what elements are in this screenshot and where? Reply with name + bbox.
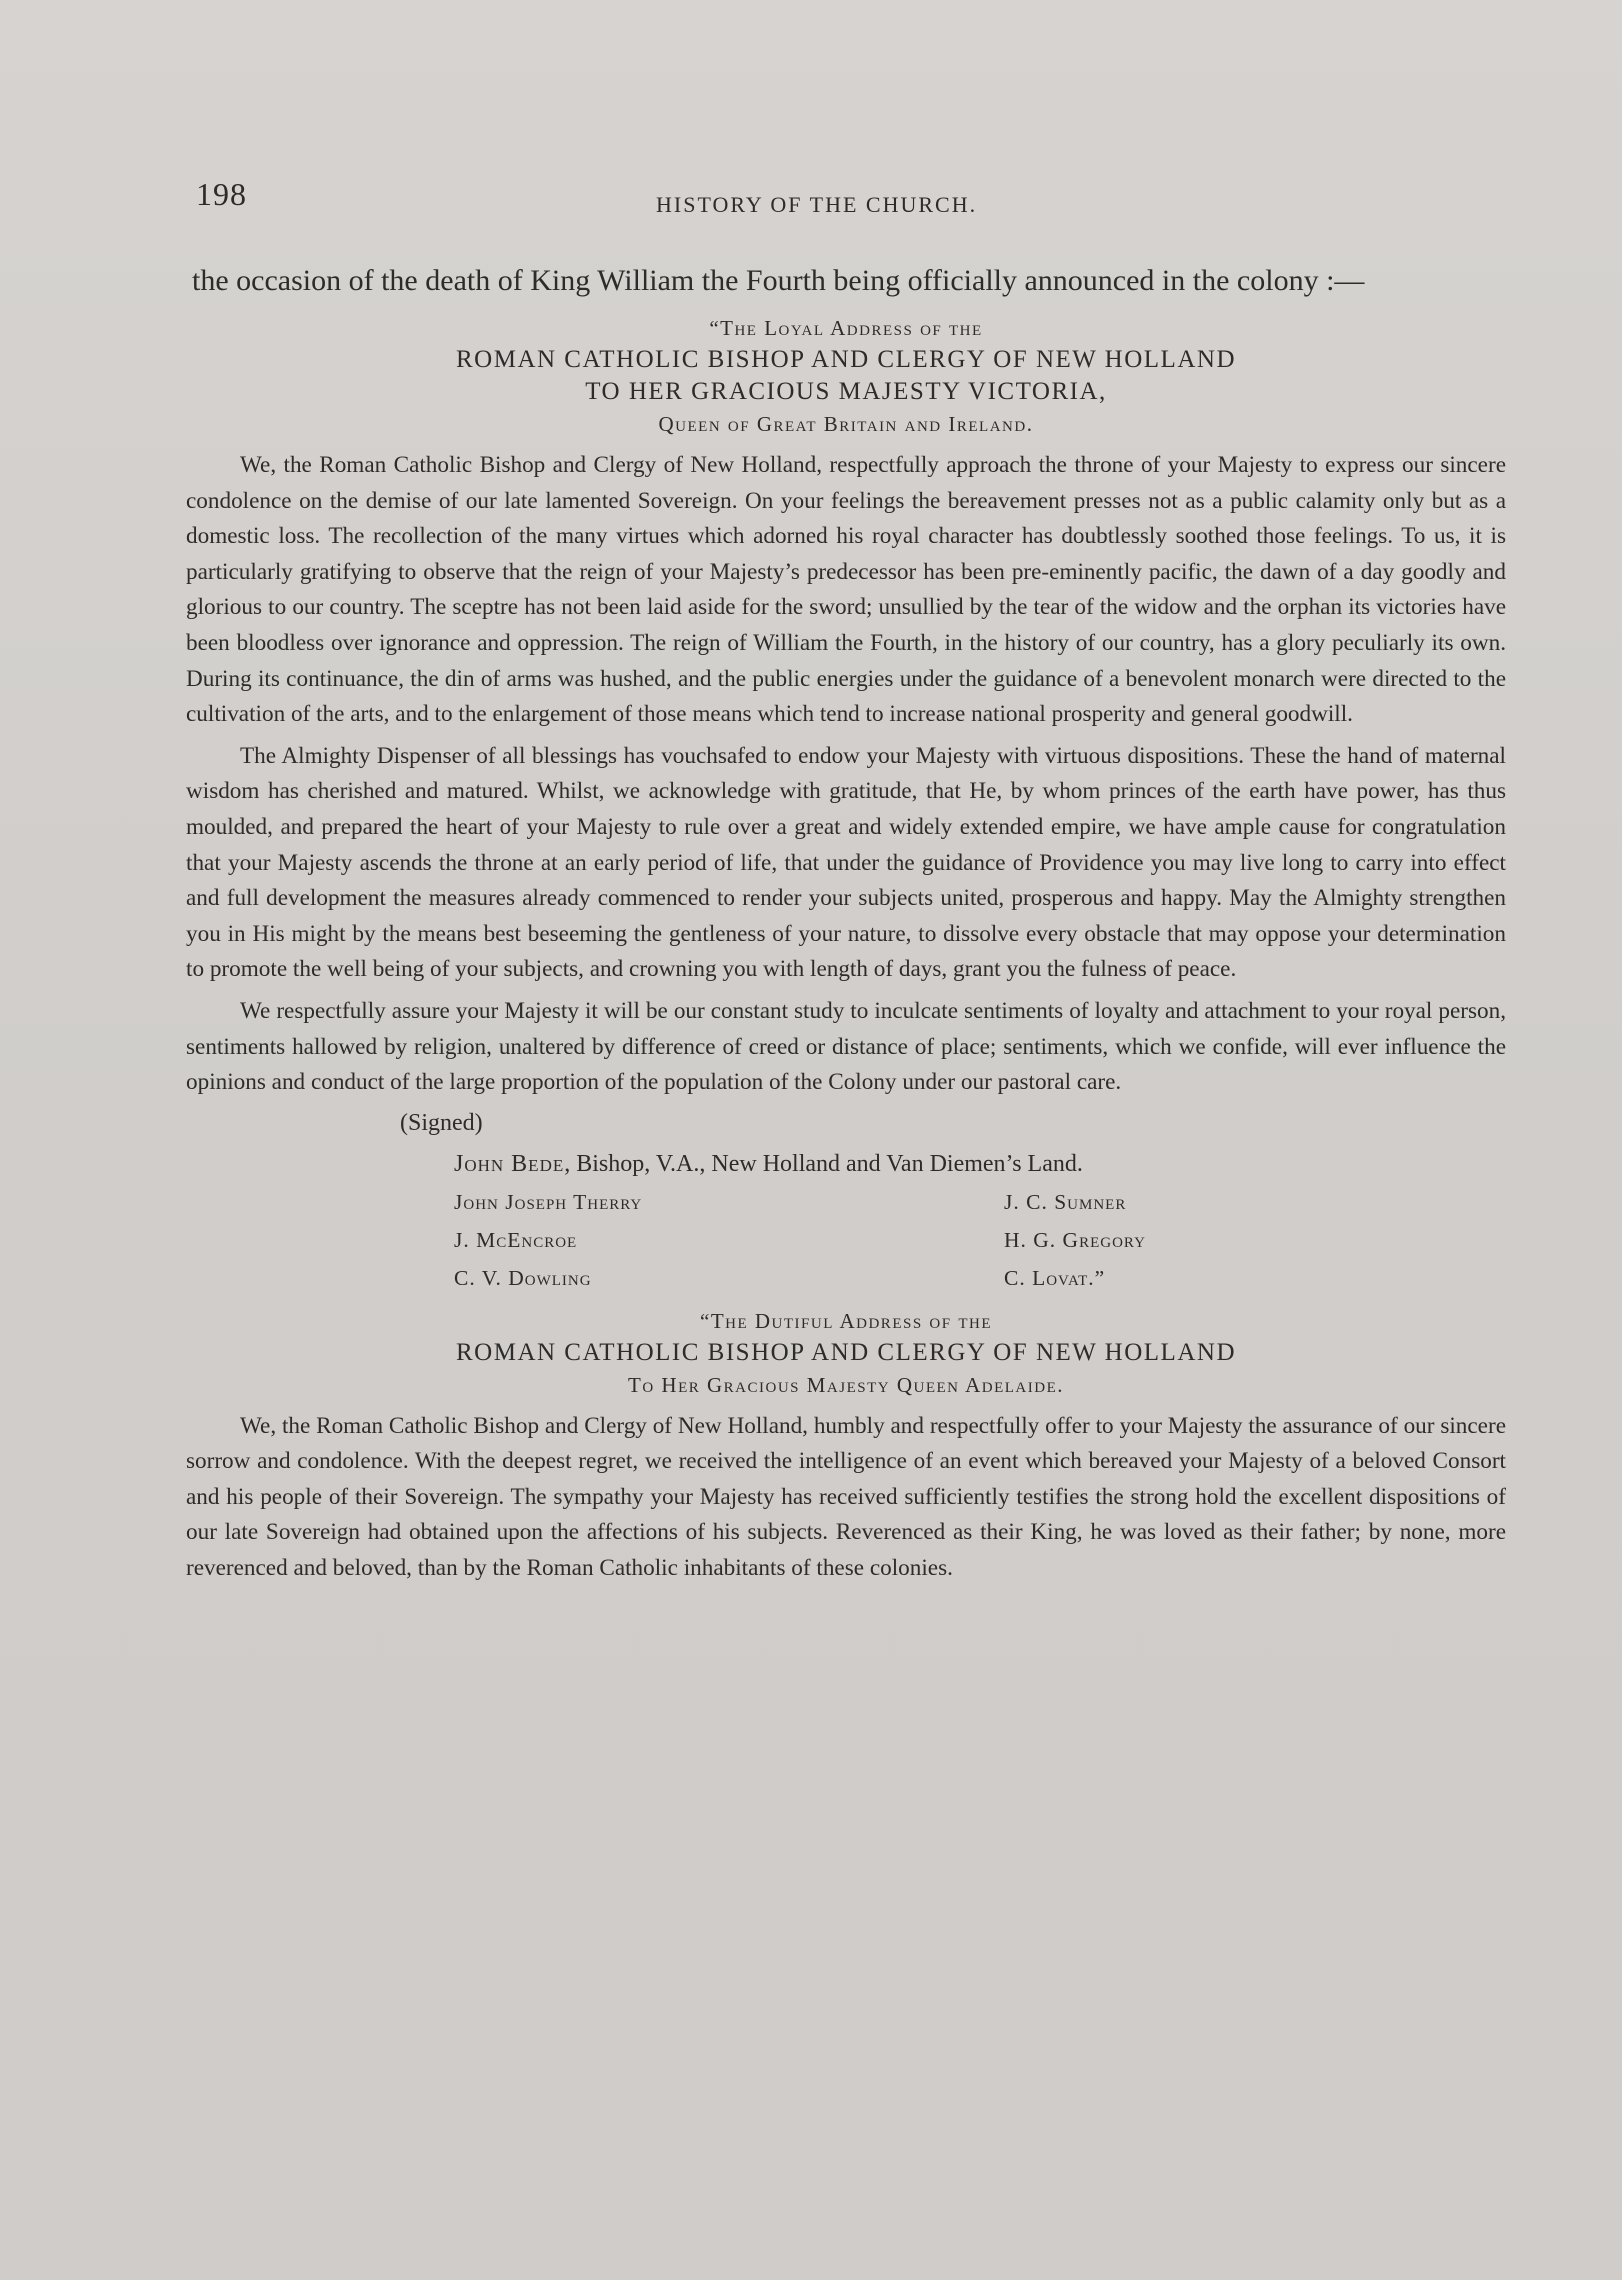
- address1-title-line3: TO HER GRACIOUS MAJESTY VICTORIA,: [585, 378, 1107, 405]
- running-title: HISTORY OF THE CHURCH.: [656, 192, 978, 217]
- body-text: [186, 262, 1506, 1587]
- page-number: 198: [196, 176, 247, 212]
- signatory-name: H. G. Gregory: [1004, 1227, 1146, 1252]
- address2-heading: [186, 1305, 1506, 1401]
- address1-paragraph-3: We respectfully assure your Majesty it will be our constant study to inculcate sentiments of loyalty and attachment to your royal person, sentiments hallowed by religion, unaltered by difference of creed or distance of place; sentiments, which we confide, will ever influence the opinions and conduct of the large proportion of the population of the Colony under our pastoral care.: [186, 997, 1506, 1096]
- address2-title-line2: ROMAN CATHOLIC BISHOP AND CLERGY OF NEW HOLLAND: [455, 1338, 1236, 1366]
- signatory-name: C. V. Dowling: [454, 1265, 592, 1290]
- signatories-grid: [454, 1183, 1506, 1297]
- address2-title-line1: “The Dutiful Address of the: [700, 1308, 992, 1333]
- signatory-name: J. C. Sumner: [1004, 1189, 1127, 1214]
- signatory-name: J. McEncroe: [454, 1227, 578, 1252]
- address1-heading: [186, 312, 1506, 440]
- signatory-main-rest: , Bishop, V.A., New Holland and Van Diemen’s Land.: [564, 1150, 1083, 1177]
- address1-title-line4: Queen of Great Britain and Ireland.: [658, 412, 1034, 436]
- signatory-name: C. Lovat.”: [1004, 1265, 1106, 1290]
- signatory-main: [454, 1145, 1506, 1183]
- address1-paragraph-2: The Almighty Dispenser of all blessings has vouchsafed to endow your Majesty with virtuous dispositions. These the hand of maternal wisdom has cherished and matured. Whilst, we acknowledge with gratitude, that He, by whom princes of the earth have power, has thus moulded, and prepared the heart of your Majesty to rule over a great and widely extended empire, we have ample cause for congratulation that your Majesty ascends the throne at an early period of life, that under the guidance of Providence you may live long to carry into effect and full development the measures already commenced to render your subjects united, prosperous and happy. May the Almighty strengthen you in His might by the means best beseeming the gentleness of your nature, to dissolve every obstacle that may oppose your determination to promote the well being of your subjects, and crowning you with length of days, grant you the fulness of peace.: [186, 742, 1506, 983]
- address1-title-line2: ROMAN CATHOLIC BISHOP AND CLERGY OF NEW HOLLAND: [455, 346, 1236, 373]
- signed-label: (Signed): [400, 1109, 483, 1136]
- signatory-name: John Joseph Therry: [454, 1189, 643, 1214]
- signatory-main-name: John Bede: [454, 1150, 565, 1177]
- address2-title-line3: To Her Gracious Majesty Queen Adelaide.: [628, 1372, 1064, 1397]
- running-head: [196, 176, 1506, 226]
- address2-paragraph-1: We, the Roman Catholic Bishop and Clergy of New Holland, humbly and respectfully offer to your Majesty the assurance of our sincere sorrow and condolence. With the deepest regret, we received the intelligence of an event which bereaved your Majesty of a beloved Consort and his people of their Sovereign. The sympathy your Majesty has received sufficiently testifies the strong hold the excellent dispositions of our late Sovereign had obtained upon the affections of his subjects. Reverenced as their King, he was loved as their father; by none, more reverenced and beloved, than by the Roman Catholic inhabitants of these colonies.: [186, 1412, 1506, 1582]
- address1-title-line1: “The Loyal Address of the: [709, 316, 983, 340]
- intro-text: the occasion of the death of King William the Fourth being officially announced in the colony :—: [192, 264, 1365, 297]
- address1-paragraph-1: We, the Roman Catholic Bishop and Clergy of New Holland, respectfully approach the throne of your Majesty to express our sincere condolence on the demise of our late lamented Sovereign. On your feelings the bereavement presses not as a public calamity only but as a domestic loss. The recollection of the many virtues which adorned his royal character has doubtlessly soothed those feelings. To us, it is particularly gratifying to observe that the reign of your Majesty’s predecessor has been pre-eminently pacific, the dawn of a day goodly and glorious to our country. The sceptre has not been laid aside for the sword; unsullied by the tear of the widow and the orphan its victories have been bloodless over ignorance and oppression. The reign of William the Fourth, in the history of our country, has a glory peculiarly its own. During its continuance, the din of arms was hushed, and the public energies under the guidance of a benevolent monarch were directed to the cultivation of the arts, and to the enlargement of those means which tend to increase national prosperity and general goodwill.: [186, 452, 1506, 728]
